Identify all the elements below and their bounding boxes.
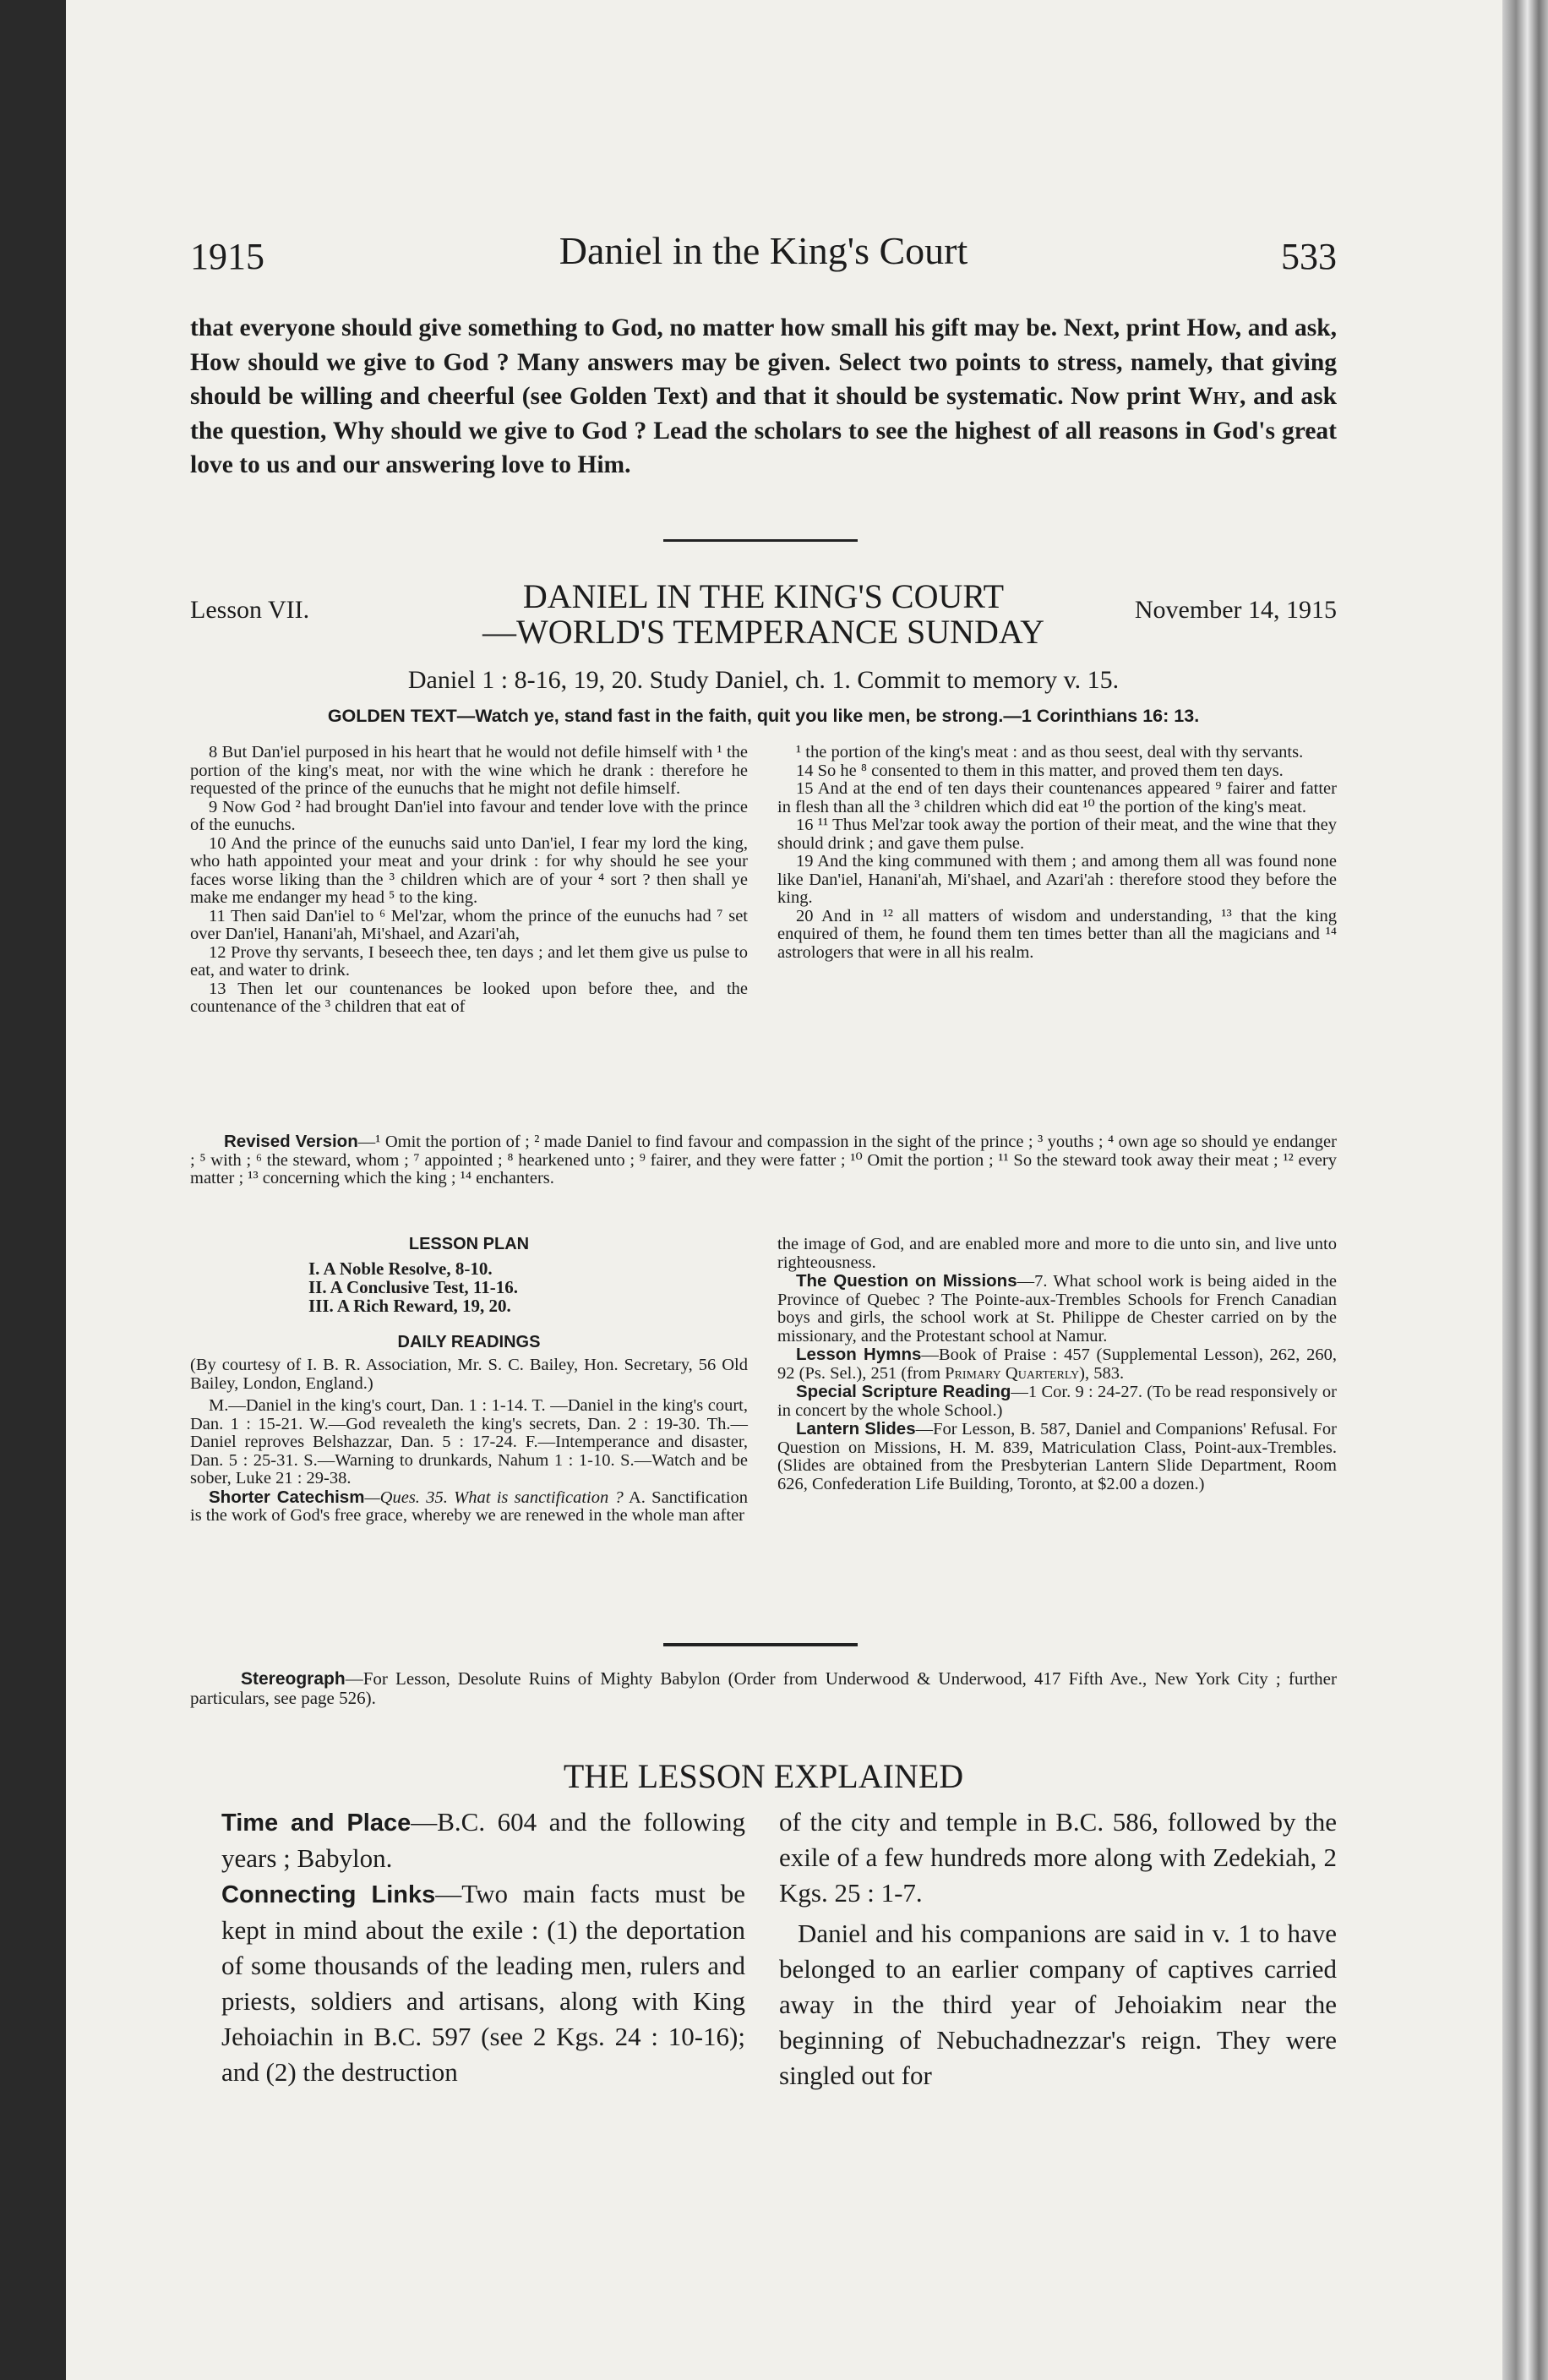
verse: 13 Then let our countenances be looked upon before thee, and the countenance of the ³ children that eat of bbox=[190, 979, 748, 1016]
hymns-text: —Book of Praise : 457 (Supplemental Lesson), 262, 260, 92 (Ps. Sel.), 251 (from bbox=[777, 1346, 1337, 1383]
verse: 12 Prove thy servants, I beseech thee, ten days ; and let them give us pulse to eat, and water to drink. bbox=[190, 942, 748, 980]
connecting-links bbox=[221, 1876, 745, 2090]
daily-readings-text: M.—Daniel in the king's court, Dan. 1 : 1-14. T. —Daniel in the king's court, Dan. 1 : 15-21. W.—God revealeth the king's secrets, Dan. 2 : 19-30. Th.—Daniel reproves Belshazzar, Dan. 5 : 17-24. F.—Intemperance and disaster, Dan. 5 : 25-31. S.—Warning to drunkards, Nahum 1 : 1-10. S.—Watch and be sober, Luke 21 : 29-38. bbox=[190, 1396, 748, 1488]
lantern-slides bbox=[777, 1420, 1337, 1493]
lesson-header bbox=[190, 579, 1337, 680]
verse: 10 And the prince of the eunuchs said unto Dan'iel, I fear my lord the king, who hath appointed your meat and your drink : for why should he see your faces worse liking than the ³ children which are of your ⁴ sort ? then shall ye make me endanger my head ⁵ to the king. bbox=[190, 833, 748, 907]
special-scripture-reading bbox=[777, 1383, 1337, 1420]
scripture-column-right bbox=[777, 744, 1337, 962]
question-on-missions bbox=[777, 1272, 1337, 1346]
hymns-end: ), 583. bbox=[1079, 1363, 1125, 1383]
verse: 8 But Dan'iel purposed in his heart that he would not defile himself with ¹ the portion of the king's meat, nor with the wine which he drank : therefore he requested of the prince of the eunuchs that he might not defile himself. bbox=[190, 743, 748, 798]
catechism-continuation: the image of God, and are enabled more and more to die unto sin, and live unto righteousness. bbox=[777, 1235, 1337, 1272]
daily-readings-heading: DAILY READINGS bbox=[397, 1332, 541, 1351]
running-head-year: 1915 bbox=[190, 236, 264, 277]
scripture-column-left bbox=[190, 744, 748, 1017]
revised-version-text: —¹ Omit the portion of ; ² made Daniel to find favour and compassion in the sight of the prince ; ³ youths ; ⁴ own age so should ye endanger ; ⁵ with ; ⁶ the steward, whom ; ⁷ appointed ; ⁸ hearkened unto ; ⁹ fairer, and they were fatter ; ¹⁰ Omit the portion ; ¹¹ So the steward took away their meat ; ¹² every matter ; ¹³ concerning which the king ; ¹⁴ enchanters. bbox=[190, 1133, 1337, 1187]
book-page-edges bbox=[1502, 0, 1548, 2380]
catechism-answer: A. Sanctification is the work of God's free grace, whereby we are renewed in the whole man after bbox=[190, 1488, 749, 1525]
lantern-slides-text: —For Lesson, B. 587, Daniel and Companions' Refusal. For Question on Missions, H. M. 839, Matriculation Class, Point-aux-Trembles. (Slides are obtained from the Presbyterian Lantern Slide Department, Room 626, Confederation Life Building, Toronto, at $2.00 a dozen.) bbox=[777, 1420, 1337, 1493]
special-reading-text: —1 Cor. 9 : 24-27. (To be read responsively or in concert by the whole School.) bbox=[777, 1383, 1337, 1420]
verse: 19 And the king communed with them ; and among them all was found none like Dan'iel, Hanani'ah, Mi'shael, and Azari'ah : therefore stood they before the king. bbox=[777, 852, 1337, 907]
daily-readings-courtesy: (By courtesy of I. B. R. Association, Mr. S. C. Bailey, Hon. Secretary, 56 Old Bailey, London, England.) bbox=[190, 1356, 748, 1393]
section-divider bbox=[663, 539, 858, 542]
verse: 15 And at the end of ten days their countenances appeared ⁹ fairer and fatter in flesh than all the ³ children which did eat ¹⁰ the portion of the king's meat. bbox=[777, 779, 1337, 816]
lesson-number: Lesson VII. bbox=[190, 596, 310, 624]
intro-text-2: , and ask the question, Why should we give to God ? Lead the scholars to see the highest of all reasons in God's great love to us and our answering love to Him. bbox=[190, 383, 1337, 478]
lesson-explained-heading: THE LESSON EXPLAINED bbox=[563, 1757, 964, 1795]
running-head-title: Daniel in the King's Court bbox=[559, 229, 968, 272]
time-and-place-label: Time and Place bbox=[221, 1810, 412, 1837]
hymns-label: Lesson Hymns bbox=[796, 1345, 922, 1364]
running-head bbox=[190, 228, 1337, 296]
lesson-plan-heading: LESSON PLAN bbox=[408, 1235, 530, 1253]
verse: 9 Now God ² had brought Dan'iel into favour and tender love with the prince of the eunuchs. bbox=[190, 797, 748, 834]
catechism-question: —Ques. 35. What is sanctification ? bbox=[364, 1488, 624, 1507]
lesson-plan-item: III. A Rich Reward, 19, 20. bbox=[308, 1295, 511, 1316]
section-divider bbox=[663, 1643, 858, 1646]
verse: 11 Then said Dan'iel to ⁶ Mel'zar, whom the prince of the eunuchs had ⁷ set over Dan'iel, Hanani'ah, Mi'shael, and Azari'ah, bbox=[190, 906, 748, 943]
intro-why: Why bbox=[1188, 383, 1240, 410]
time-and-place-text: —B.C. 604 and the following years ; Babylon. bbox=[221, 1807, 745, 1873]
stereograph-note bbox=[190, 1669, 1337, 1707]
verse: ¹ the portion of the king's meat : and as thou seest, deal with thy servants. bbox=[796, 743, 1304, 761]
explanation-column-right bbox=[779, 1804, 1337, 2093]
lesson-hymns bbox=[777, 1346, 1337, 1383]
special-reading-label: Special Scripture Reading bbox=[796, 1382, 1011, 1401]
lesson-plan-item: II. A Conclusive Test, 11-16. bbox=[308, 1276, 518, 1297]
golden-text: GOLDEN TEXT—Watch ye, stand fast in the faith, quit you like men, be strong.—1 Corinthians 16: 13. bbox=[327, 706, 1200, 726]
page-number: 533 bbox=[1281, 236, 1337, 277]
stereograph-label: Stereograph bbox=[241, 1669, 346, 1689]
lesson-title-line-2: —WORLD'S TEMPERANCE SUNDAY bbox=[482, 613, 1045, 651]
scan-left-border bbox=[0, 0, 66, 2380]
revised-version-label: Revised Version bbox=[224, 1132, 358, 1151]
intro-text-1: that everyone should give something to God, no matter how small his gift may be. Next, print How, and ask, How should we give to God ? Many answers may be given. Select two points to stress, namely, that giving should be willing and cheerful (see Golden Text) and that it should be systematic. Now print bbox=[190, 314, 1337, 410]
lesson-date: November 14, 1915 bbox=[1134, 596, 1337, 624]
connecting-links-label: Connecting Links bbox=[221, 1881, 436, 1908]
lesson-title-line-1: DANIEL IN THE KING'S COURT bbox=[522, 577, 1005, 615]
scripture-reference: Daniel 1 : 8-16, 19, 20. Study Daniel, ch. 1. Commit to memory v. 15. bbox=[407, 666, 1120, 694]
missions-label: The Question on Missions bbox=[796, 1271, 1017, 1291]
verse: 14 So he ⁸ consented to them in this matter, and proved them ten days. bbox=[796, 761, 1284, 780]
time-and-place bbox=[221, 1804, 745, 1876]
verse: 20 And in ¹² all matters of wisdom and understanding, ¹³ that the king enquired of them, he found them ten times better than all the magicians and ¹⁴ astrologers that were in all his realm. bbox=[777, 906, 1337, 962]
shorter-catechism-label: Shorter Catechism bbox=[209, 1487, 365, 1507]
hymns-source: Primary Quarterly bbox=[945, 1363, 1080, 1383]
intro-paragraph bbox=[190, 311, 1337, 483]
missions-text: —7. What school work is being aided in the Province of Quebec ? The Pointe-aux-Trembles Schools for French Canadian boys and girls, the school work at St. Philippe de Chester carried on by the missionary, and the Protestant school at Namur. bbox=[777, 1272, 1337, 1346]
lesson-aids-right bbox=[777, 1236, 1337, 1493]
stereograph-text: —For Lesson, Desolute Ruins of Mighty Babylon (Order from Underwood & Underwood, 417 Fifth Ave., New York City ; further particulars, see page 526). bbox=[190, 1668, 1337, 1708]
explanation-paragraph: of the city and temple in B.C. 586, followed by the exile of a few hundreds more along with Zedekiah, 2 Kgs. 25 : 1-7. bbox=[779, 1807, 1337, 1908]
explanation-paragraph: Daniel and his companions are said in v. 1 to have belonged to an earlier company of captives carried away in the third year of Jehoiakim near the beginning of Nebuchadnezzar's reign. They were singled out for bbox=[779, 1919, 1337, 2090]
lesson-aids-left bbox=[190, 1236, 748, 1526]
revised-version-notes bbox=[190, 1133, 1337, 1188]
explanation-column-left bbox=[221, 1804, 745, 2090]
lantern-slides-label: Lantern Slides bbox=[796, 1419, 916, 1438]
lesson-plan-item: I. A Noble Resolve, 8-10. bbox=[308, 1258, 493, 1279]
shorter-catechism bbox=[190, 1488, 748, 1526]
verse: 16 ¹¹ Thus Mel'zar took away the portion of their meat, and the wine that they should drink ; and gave them pulse. bbox=[777, 816, 1337, 853]
connecting-links-text: —Two main facts must be kept in mind about the exile : (1) the deportation of some thousands of the leading men, rulers and priests, soldiers and artisans, along with King Jehoiachin in B.C. 597 (see 2 Kgs. 24 : 10-16); and (2) the destruction bbox=[221, 1879, 745, 2087]
